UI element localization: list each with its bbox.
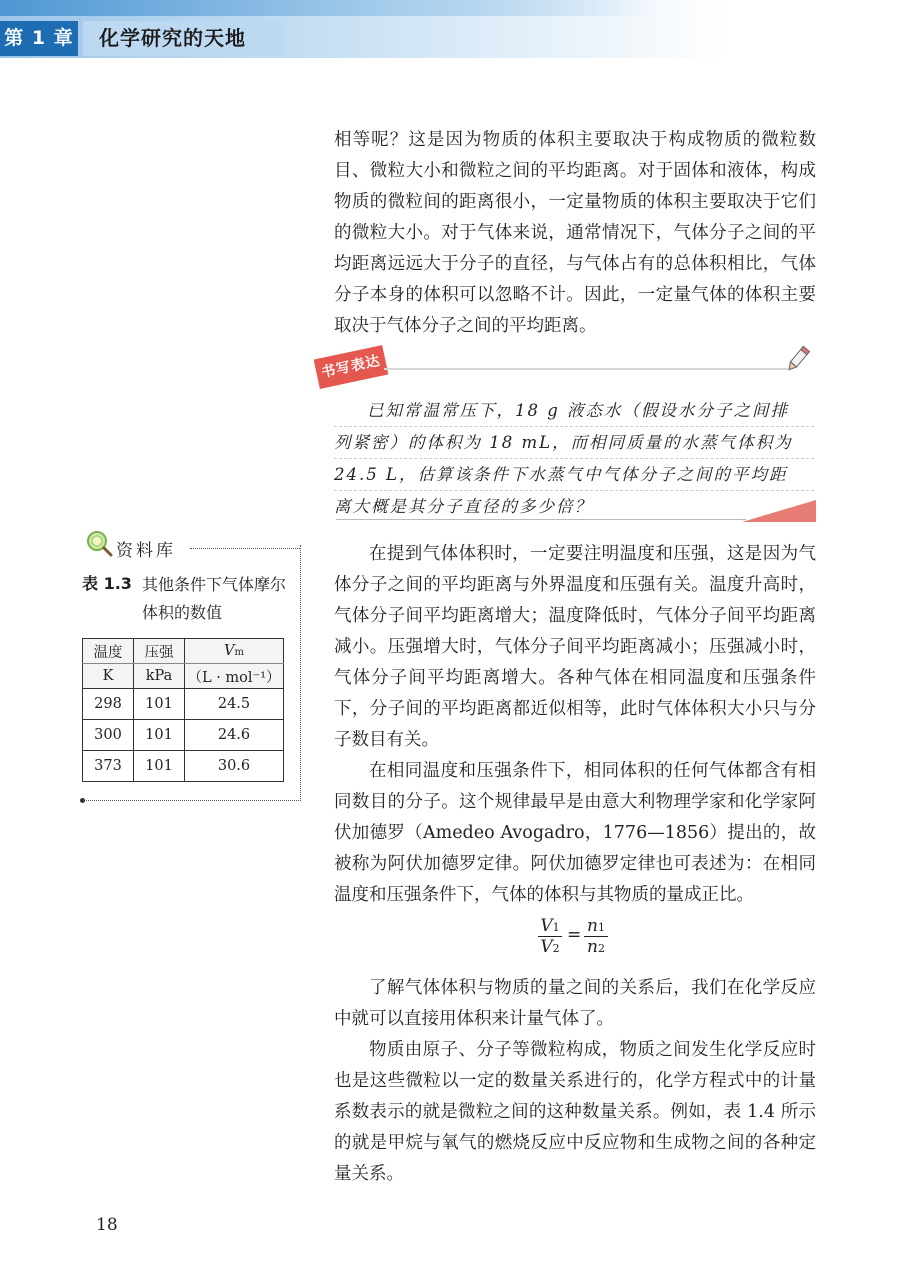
- cell-temperature: 298: [83, 689, 134, 720]
- table-caption: 其他条件下气体摩尔体积的数值: [142, 575, 287, 622]
- table-unit-row: [83, 664, 284, 689]
- formula-v1-sub: 1: [552, 921, 560, 934]
- vm-subscript: m: [234, 647, 244, 658]
- header-pressure: 压强: [134, 639, 185, 664]
- formula-n2-sub: 2: [597, 942, 605, 955]
- formula-v1: V: [540, 916, 553, 936]
- paragraph-temperature-pressure: 在提到气体体积时，一定要注明温度和压强，这是因为气体分子之间的平均距离与外界温度和压强有关。温度升高时，气体分子间平均距离增大；温度降低时，气体分子间平均距离减小。压强增大时，气体分子间平均距离减小；压强减小时，气体分子间平均距离增大。各种气体在相同温度和压强条件下，分子间的平均距离都近似相等，此时气体体积大小只与分子数目有关。: [334, 544, 816, 750]
- table-number: 表 1.3: [82, 574, 132, 593]
- cell-molar-volume: 30.6: [185, 751, 284, 782]
- avogadro-formula: [538, 916, 618, 972]
- cell-temperature: 373: [83, 751, 134, 782]
- header-temperature: 温度: [83, 639, 134, 664]
- formula-equals: =: [567, 925, 582, 945]
- pencil-icon: [784, 344, 812, 374]
- header-top-stripe: [0, 0, 660, 16]
- unit-molar-volume: （L · mol⁻¹）: [185, 664, 284, 689]
- writing-ribbon-label: 书写表达: [314, 345, 389, 389]
- table-row: [83, 751, 284, 782]
- page-number: 18: [96, 1215, 118, 1235]
- fraction-volume: [538, 916, 562, 957]
- table-row: [83, 720, 284, 751]
- fraction-amount: [584, 916, 608, 957]
- cell-molar-volume: 24.5: [185, 689, 284, 720]
- writing-line: 24.5 L，估算该条件下水蒸气中气体分子之间的平均距: [334, 459, 814, 491]
- header-molar-volume: [185, 639, 284, 664]
- writing-line: 已知常温常压下，18 g 液态水（假设水分子之间排: [334, 395, 814, 427]
- paragraph-avogadro-law: 在相同温度和压强条件下，相同体积的任何气体都含有相同数目的分子。这个规律最早是由意大利物理学家和化学家阿伏加德罗（Amedeo Avogadro，1776—1856）提出的，故被称为阿伏加德罗定律。阿伏加德罗定律也可表述为：在相同温度和压强条件下，气体的体积与其物质的量成正比。: [334, 761, 816, 905]
- unit-pressure: kPa: [134, 664, 185, 689]
- unit-temperature: K: [83, 664, 134, 689]
- paragraph-volume-factors: 相等呢？这是因为物质的体积主要取决于构成物质的微粒数目、微粒大小和微粒之间的平均距离。对于固体和液体，构成物质的微粒间的距离很小，一定量物质的体积主要取决于它们的微粒大小。对于气体来说，通常情况下，气体分子之间的平均距离远远大于分子的直径，与气体占有的总体积相比，气体分子本身的体积可以忽略不计。因此，一定量气体的体积主要取决于气体分子之间的平均距离。: [334, 130, 816, 336]
- formula-n2: n: [587, 937, 598, 957]
- table-row: [83, 689, 284, 720]
- formula-n1-sub: 1: [597, 921, 605, 934]
- cell-molar-volume: 24.6: [185, 720, 284, 751]
- cell-pressure: 101: [134, 689, 185, 720]
- writing-bottom-rule: [336, 519, 746, 520]
- cell-pressure: 101: [134, 751, 185, 782]
- formula-n1: n: [587, 916, 598, 936]
- cell-temperature: 300: [83, 720, 134, 751]
- paragraph-gas-volume-measure: 了解气体体积与物质的量之间的关系后，我们在化学反应中就可以直接用体积来计量气体了。: [334, 978, 816, 1029]
- data-library-title: 资料库: [116, 541, 176, 561]
- writing-corner-triangle: [742, 500, 816, 522]
- chapter-number: 第 1 章: [0, 21, 78, 56]
- formula-v2: V: [540, 937, 553, 957]
- vm-symbol: V: [224, 643, 235, 659]
- writing-line: 列紧密）的体积为 18 mL，而相同质量的水蒸气体积为: [334, 427, 814, 459]
- paragraph-stoichiometry: 物质由原子、分子等微粒构成，物质之间发生化学反应时也是这些微粒以一定的数量关系进行的，化学方程式中的计量系数表示的就是微粒之间的这种数量关系。例如，表 1.4 所示的就是甲烷与氧气的燃烧反应中反应物和生成物之间的各种定量关系。: [334, 1040, 816, 1184]
- cell-pressure: 101: [134, 720, 185, 751]
- molar-volume-table: [82, 638, 284, 782]
- writing-top-rule: [384, 368, 788, 370]
- formula-v2-sub: 2: [552, 942, 560, 955]
- sidebar-corner-dot: [80, 798, 85, 803]
- chapter-title: 化学研究的天地: [83, 21, 283, 56]
- writing-line: 离大概是其分子直径的多少倍？: [334, 497, 593, 516]
- table-header-row: [83, 639, 284, 664]
